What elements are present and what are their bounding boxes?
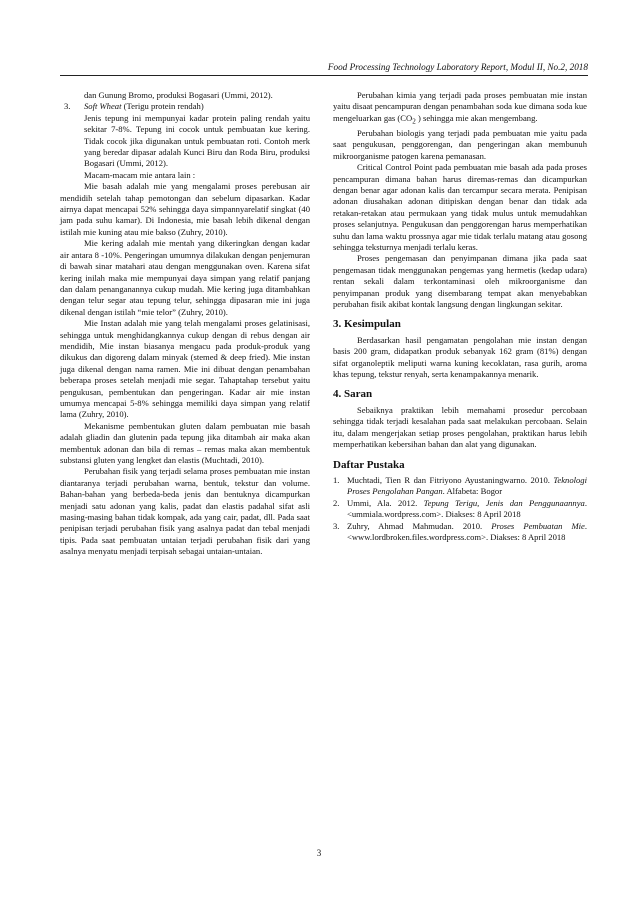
list-term: Soft Wheat <box>84 101 122 112</box>
reference-item <box>333 475 587 498</box>
header-rule <box>60 75 588 76</box>
paragraph: Proses pengemasan dan penyimpanan dimana jika pada saat pengemasan tidak menggunakan pengemas yang hermetis (kedap udara) rentan sekali dalam terkontaminasi oleh mikroorganisme dan penyimpanan produk yang disembarang tempat akan menyebabkan perubahan fisik akibat kontak langsung dengan lingkungan sekitar. <box>333 253 587 310</box>
list-item-body: Jenis tepung ini mempunyai kadar protein paling rendah yaitu sekitar 7-8%. Tepung ini cocok untuk pembuatan kue kering. Tidak cocok jika digunakan untuk pembuatan roti. Contoh merk yang beredar dipasar adalah Kunci Biru dan Roda Biru, produksi Bogasari (Ummi, 2012). <box>84 112 310 169</box>
reference-text: Muchtadi, Tien R dan Fitriyono Ayustaningwarno. 2010. <box>347 474 554 485</box>
reference-text: . Alfabeta: Bogor <box>442 486 503 497</box>
section-heading-kesimpulan: 3. Kesimpulan <box>333 318 401 331</box>
paragraph: Critical Control Point pada pembuatan mie basah ada pada proses pencampuran dimana bahan harus diremas-remas dan dicampurkan dengan benar agar adonan kalis dan tercampur secara merata. Penipisan adonan diusahakan adonan ditipiskan dengan benar dan tidak ada retakan-retakan atau permukaan yang tidak mulus untuk memudahkan proses selanjutnya. Pengukusan dan penggorengan harus memperhatikan suhu dan lama waktu prossnya agar mie tidak terlalu matang atau gosong sehingga teksturnya menjadi terlalu keras. <box>333 162 587 252</box>
paragraph-text: ) sehingga mie akan mengembang. <box>415 112 538 123</box>
list-number: 3. <box>64 101 71 112</box>
section-heading-daftar-pustaka: Daftar Pustaka <box>333 458 405 471</box>
paragraph <box>333 90 587 128</box>
paragraph: Mie Instan adalah mie yang telah mengalami proses gelatinisasi, sehingga untuk menghidangkannya cukup dengan di rebus dengan air mendidih, Mie instan biasanya mengacu pada produk-produk yang dikukus dan digoreng dalam minyak (stemed & deep fried). Mie instan juga dikenal dengan nama ramen. Mie ini dibuat dengan penambahan beberapa proses setelah menjadi mie segar. Tahaptahap tersebut yaitu pengukusan, pembentukan dan pengeringan. Kadar air mie instan umumya mencapai 5-8% sehingga memiliki daya simpan yang relatif lama (Zuhry, 2010). <box>60 318 310 420</box>
paragraph: Perubahan biologis yang terjadi pada pembuatan mie yaitu pada saat pengukusan, penggorengan, dan pengeringan akan membunuh mikroorganisme patogen karena pemanasan. <box>333 127 587 161</box>
reference-title: Teknologi Proses Pengolahan Pangan <box>347 474 587 497</box>
paragraph: Mekanisme pembentukan gluten dalam pembuatan mie basah adalah gliadin dan glutenin pada tepung jika ditambah air maka akan membentuk adonan dan bila di remas – remas maka akan membentuk substansi gluten yang lengket dan elastis (Muchtadi, 2010). <box>60 420 310 465</box>
reference-text: . <ummiala.wordpress.com>. Diakses: 8 April 2018 <box>347 497 587 520</box>
paragraph: Mie kering adalah mie mentah yang dikeringkan dengan kadar air antara 8 -10%. Pengeringan umumnya dilakukan dengan penjemuran di bawah sinar matahari atau dengan menggunakan oven. Karena sifat kering inilah maka mie mempunyai daya simpan yang relatif panjang dan dalam penanganannya cukup mudah. Mie kering juga ditambahkan dengan telur segar atau tepung telur, sehingga dipasaran mie ini juga dikenal dengan istilah “mie telor” (Zuhry, 2010). <box>60 238 310 317</box>
section-heading-saran: 4. Saran <box>333 388 373 401</box>
right-column <box>333 90 587 543</box>
paragraph: Mie basah adalah mie yang mengalami proses perebusan air mendidih setelah tahap pemotongan dan sebelum dipasarkan. Kadar airnya dapat mencapai 52% sehingga daya simpannyarelatif singkat (40 jam pada suhu kamar). Di Indonesia, mie basah lebih dikenal dengan istilah mie kuning atau mie bakso (Zuhry, 2010). <box>60 181 310 237</box>
paragraph: Sebaiknya praktikan lebih memahami prosedur percobaan sehingga tidak terjadi kesalahan pada saat melakukan percobaan. Selain itu, dalam mengerjakan setiap proses pengolahan, praktikan harus lebih memperhatikan kebersihan bahan dan alat yang digunakan. <box>333 404 587 450</box>
running-header: Food Processing Technology Laboratory Report, Modul II, No.2, 2018 <box>327 62 588 72</box>
reference-number: 2. <box>333 497 340 508</box>
list-item-continuation: dan Gunung Bromo, produksi Bogasari (Ummi, 2012). <box>84 90 273 100</box>
reference-number: 3. <box>333 520 340 531</box>
subscript: 2 <box>412 117 416 126</box>
reference-title: Tepung Terigu, Jenis dan Penggunaannya <box>423 497 585 508</box>
paragraph: Berdasarkan hasil pengamatan pengolahan mie instan dengan basis 200 gram, didapatkan produk sebanyak 162 gram (81%) dengan sifat organoleptik meliputi warna kuning kecoklatan, rasa gurih, aroma khas tepung, tekstur renyah, serta kenampakannya menarik. <box>333 334 587 380</box>
reference-title: Proses Pembuatan Mie <box>491 520 585 531</box>
reference-number: 1. <box>333 474 340 485</box>
left-column <box>60 90 310 558</box>
list-term-rest: (Terigu protein rendah) <box>121 101 204 112</box>
reference-text: . <www.lordbroken.files.wordpress.com>. Diakses: 8 April 2018 <box>347 520 588 542</box>
reference-item <box>333 498 587 521</box>
paragraph: Perubahan fisik yang terjadi selama proses pembuatan mie instan diantaranya terjadi perubahan warna, bentuk, tekstur dan volume. Bahan-bahan yang berbeda-beda jenis dan bentuknya dicampurkan menjadi satu adonan yang kalis, padat dan elastis padahal sifat asli masing-masing bahan tidak kompak, ada yang cair, padat, dll. Pada saat penipisan terjadi perubahan fisik yang asalnya padat dan tebal menjadi tipis. Pada saat pembuatan untaian terjadi perubahan fisik dari yang asalnya menyatu menjadi terpisah sebagai untaian-untaian. <box>60 466 310 557</box>
reference-text: Zuhry, Ahmad Mahmudan. 2010. <box>347 520 492 531</box>
reference-text: Ummi, Ala. 2012. <box>347 497 424 508</box>
paragraph: Macam-macam mie antara lain : <box>84 169 196 180</box>
list-item <box>60 101 310 112</box>
page-number: 3 <box>316 848 322 858</box>
reference-item <box>333 521 587 544</box>
paragraph-text: Perubahan kimia yang terjadi pada proses pembuatan mie instan yaitu disaat pencampuran dengan penambahan soda kue dimana soda kue mengeluarkan gas (CO <box>333 90 587 123</box>
